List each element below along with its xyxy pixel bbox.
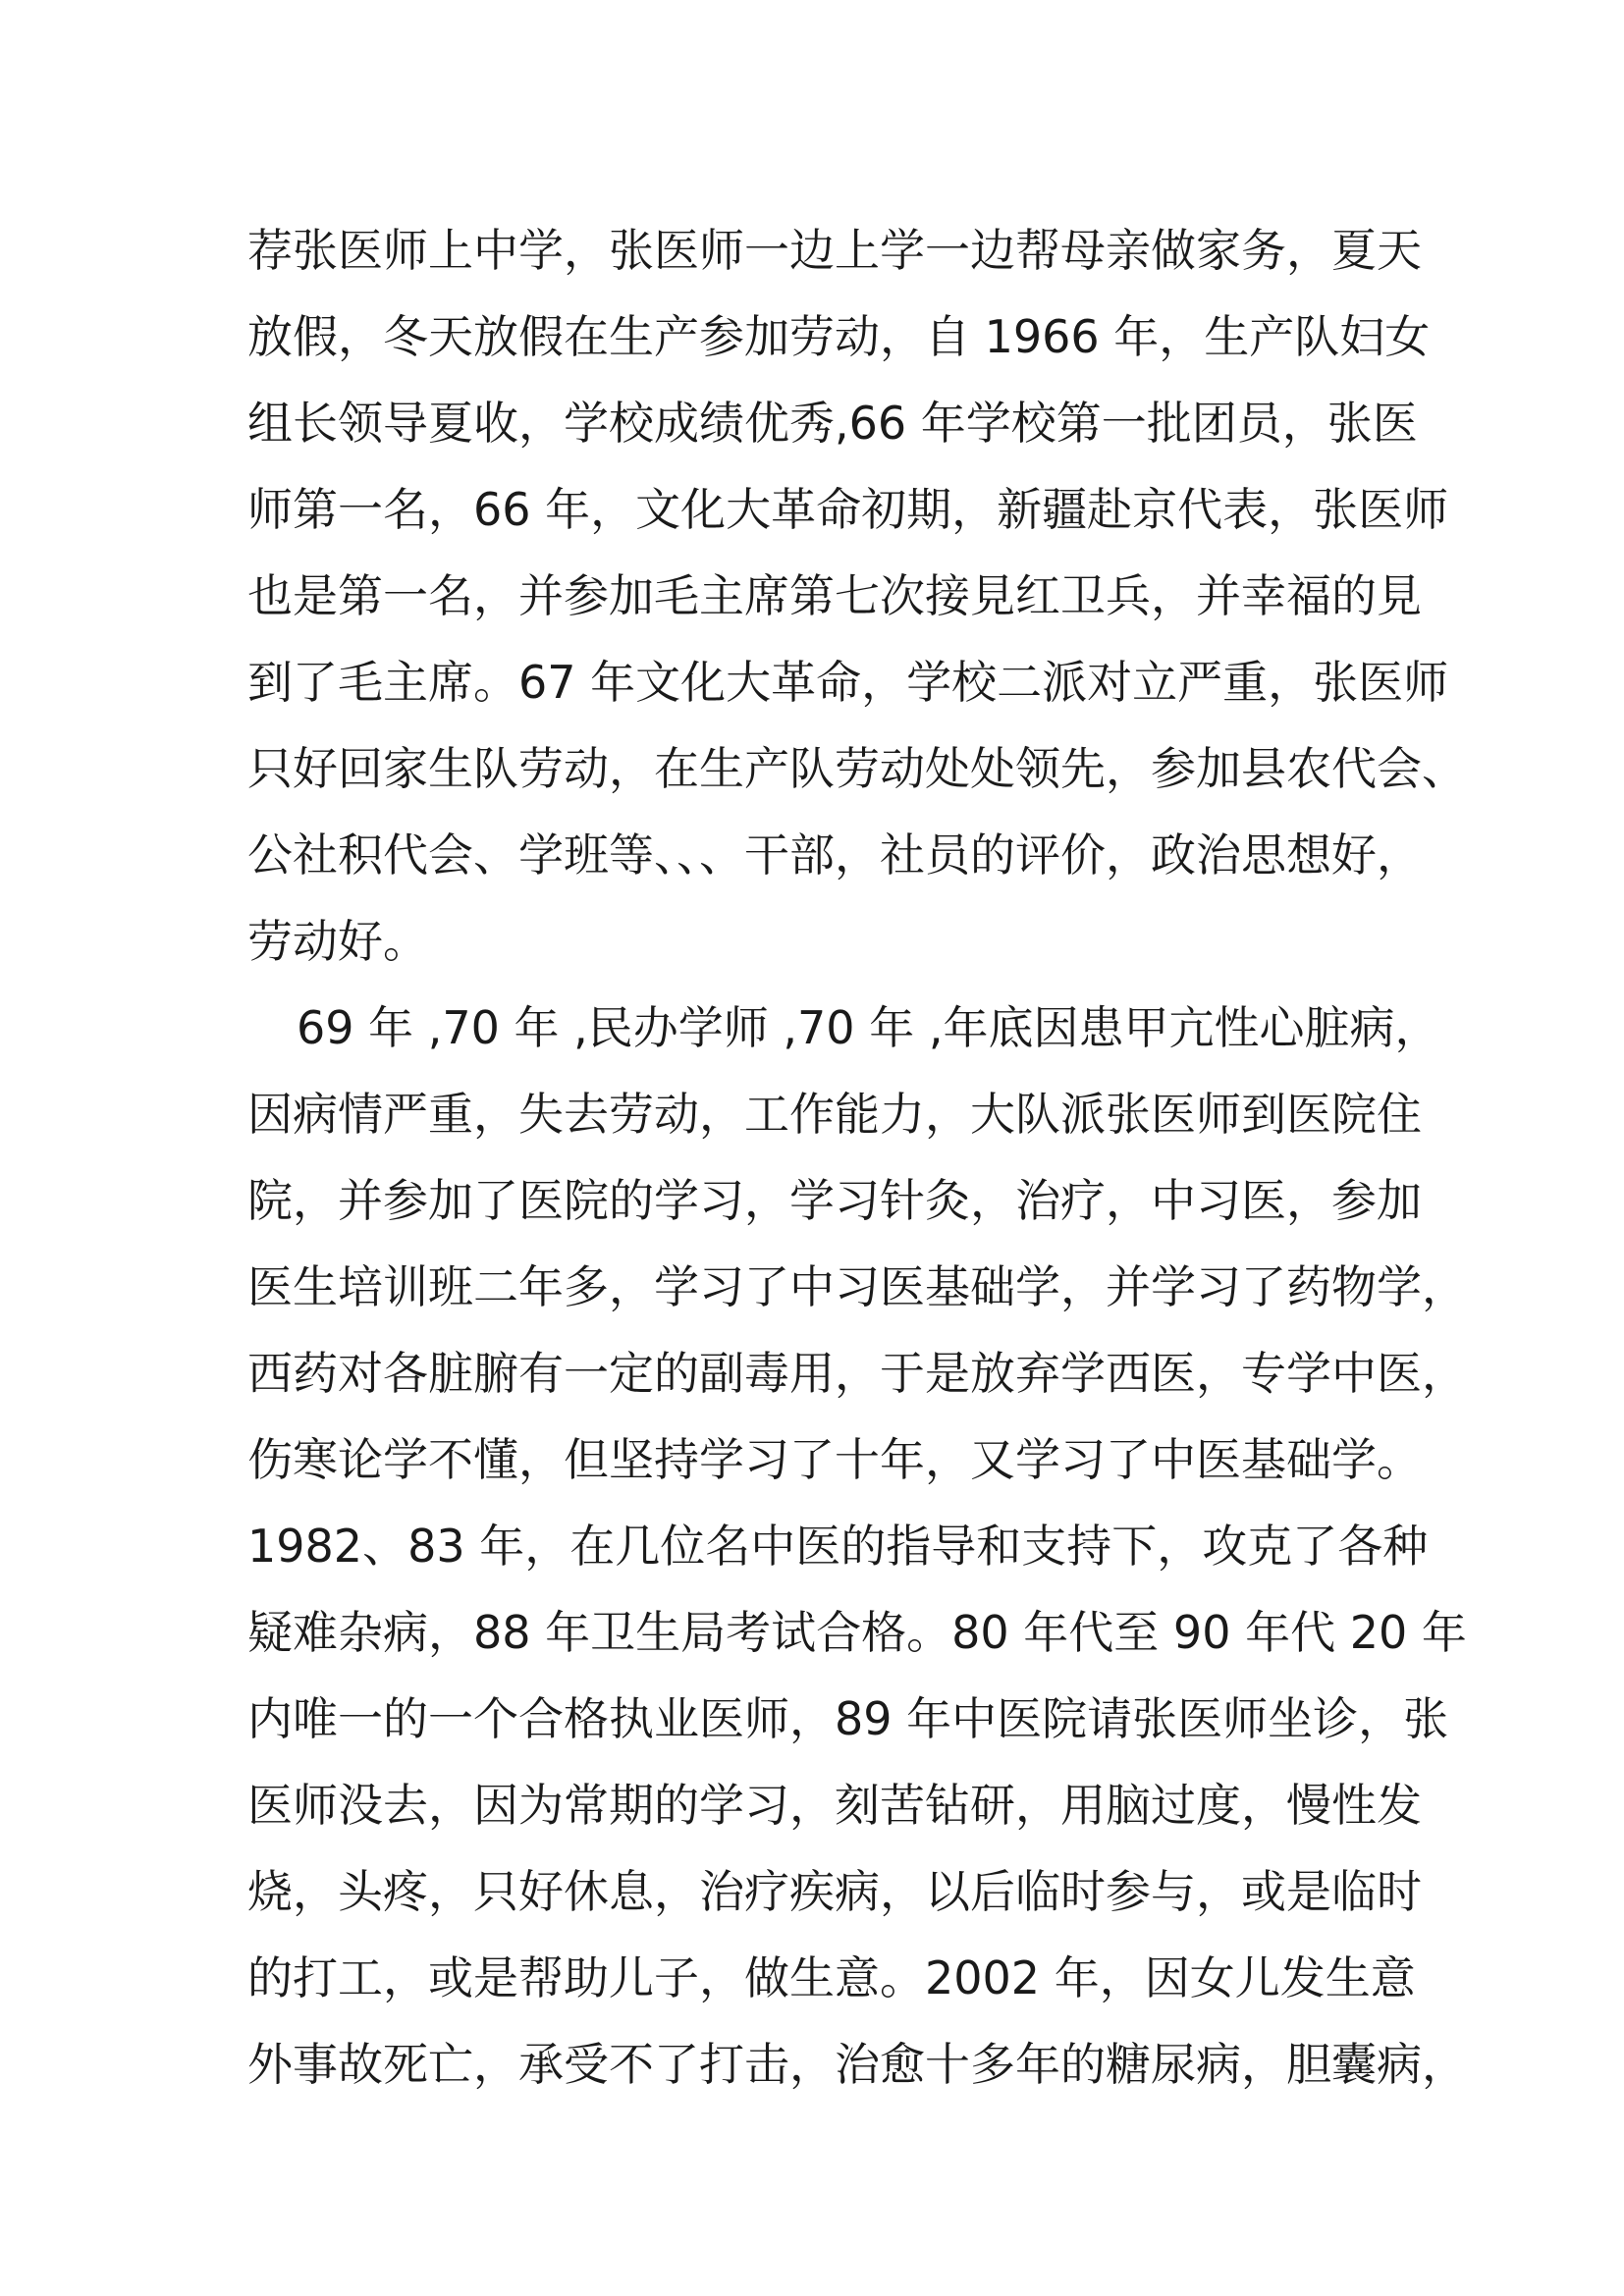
paragraph-2-line-10: 医师没去，因为常期的学习，刻苦钻研，用脑过度，慢性发	[247, 1779, 1422, 1832]
paragraph-2-line-1: 69 年 ,70 年 ,民办学师 ,70 年 ,年底因患甲亢性心脏病，	[297, 1001, 1440, 1054]
paragraph-2-line-9: 内唯一的一个合格执业医师，89 年中医院请张医师坐诊，张	[247, 1692, 1449, 1745]
paragraph-2-line-13: 外事故死亡，承受不了打击，治愈十多年的糖尿病，胆囊病，	[247, 2038, 1467, 2091]
paragraph-1-line-1: 荐张医师上中学，张医师一边上学一边帮母亲做家务，夏天	[247, 224, 1422, 277]
paragraph-1-line-4: 师第一名，66 年，文化大革命初期，新疆赴京代表，张医师	[247, 483, 1449, 536]
paragraph-2-line-12: 的打工，或是帮助儿子，做生意。2002 年，因女儿发生意	[247, 1951, 1416, 2004]
paragraph-2-line-2: 因病情严重，失去劳动，工作能力，大队派张医师到医院住	[247, 1088, 1422, 1141]
paragraph-2-line-3: 院，并参加了医院的学习，学习针灸，治疗，中习医，参加	[247, 1174, 1422, 1227]
paragraph-1-line-5: 也是第一名，并参加毛主席第七次接見红卫兵，并幸福的見	[247, 569, 1422, 622]
paragraph-2-line-7: 1982、83 年，在几位名中医的指导和支持下，攻克了各种	[247, 1520, 1429, 1573]
body-text	[247, 207, 1467, 2108]
paragraph-1-line-6: 到了毛主席。67 年文化大革命，学校二派对立严重，张医师	[247, 656, 1449, 709]
paragraph-1-line-2: 放假，冬天放假在生产参加劳动，自 1966 年，生产队妇女	[247, 310, 1431, 363]
paragraph-2-line-4: 医生培训班二年多，学习了中习医基础学，并学习了药物学，	[247, 1260, 1467, 1313]
paragraph-1-line-9: 劳动好。	[247, 915, 428, 968]
paragraph-1-line-8: 公社积代会、学班等、、、干部，社员的评价，政治思想好，	[247, 828, 1422, 881]
paragraph-1-line-7: 只好回家生队劳动，在生产队劳动处处领先，参加县农代会、	[247, 742, 1467, 795]
paragraph-2-line-6: 伤寒论学不懂，但坚持学习了十年，又学习了中医基础学。	[247, 1433, 1422, 1486]
paragraph-2-line-5: 西药对各脏腑有一定的副毒用，于是放弃学西医，专学中医，	[247, 1347, 1467, 1400]
paragraph-2-line-11: 烧，头疼，只好休息，治疗疾病，以后临时参与，或是临时	[247, 1865, 1422, 1918]
paragraph-2-line-8: 疑难杂病，88 年卫生局考试合格。80 年代至 90 年代 20 年	[247, 1606, 1467, 1659]
paragraph-1-line-3: 组长领导夏收，学校成绩优秀,66 年学校第一批团员，张医	[247, 397, 1418, 450]
